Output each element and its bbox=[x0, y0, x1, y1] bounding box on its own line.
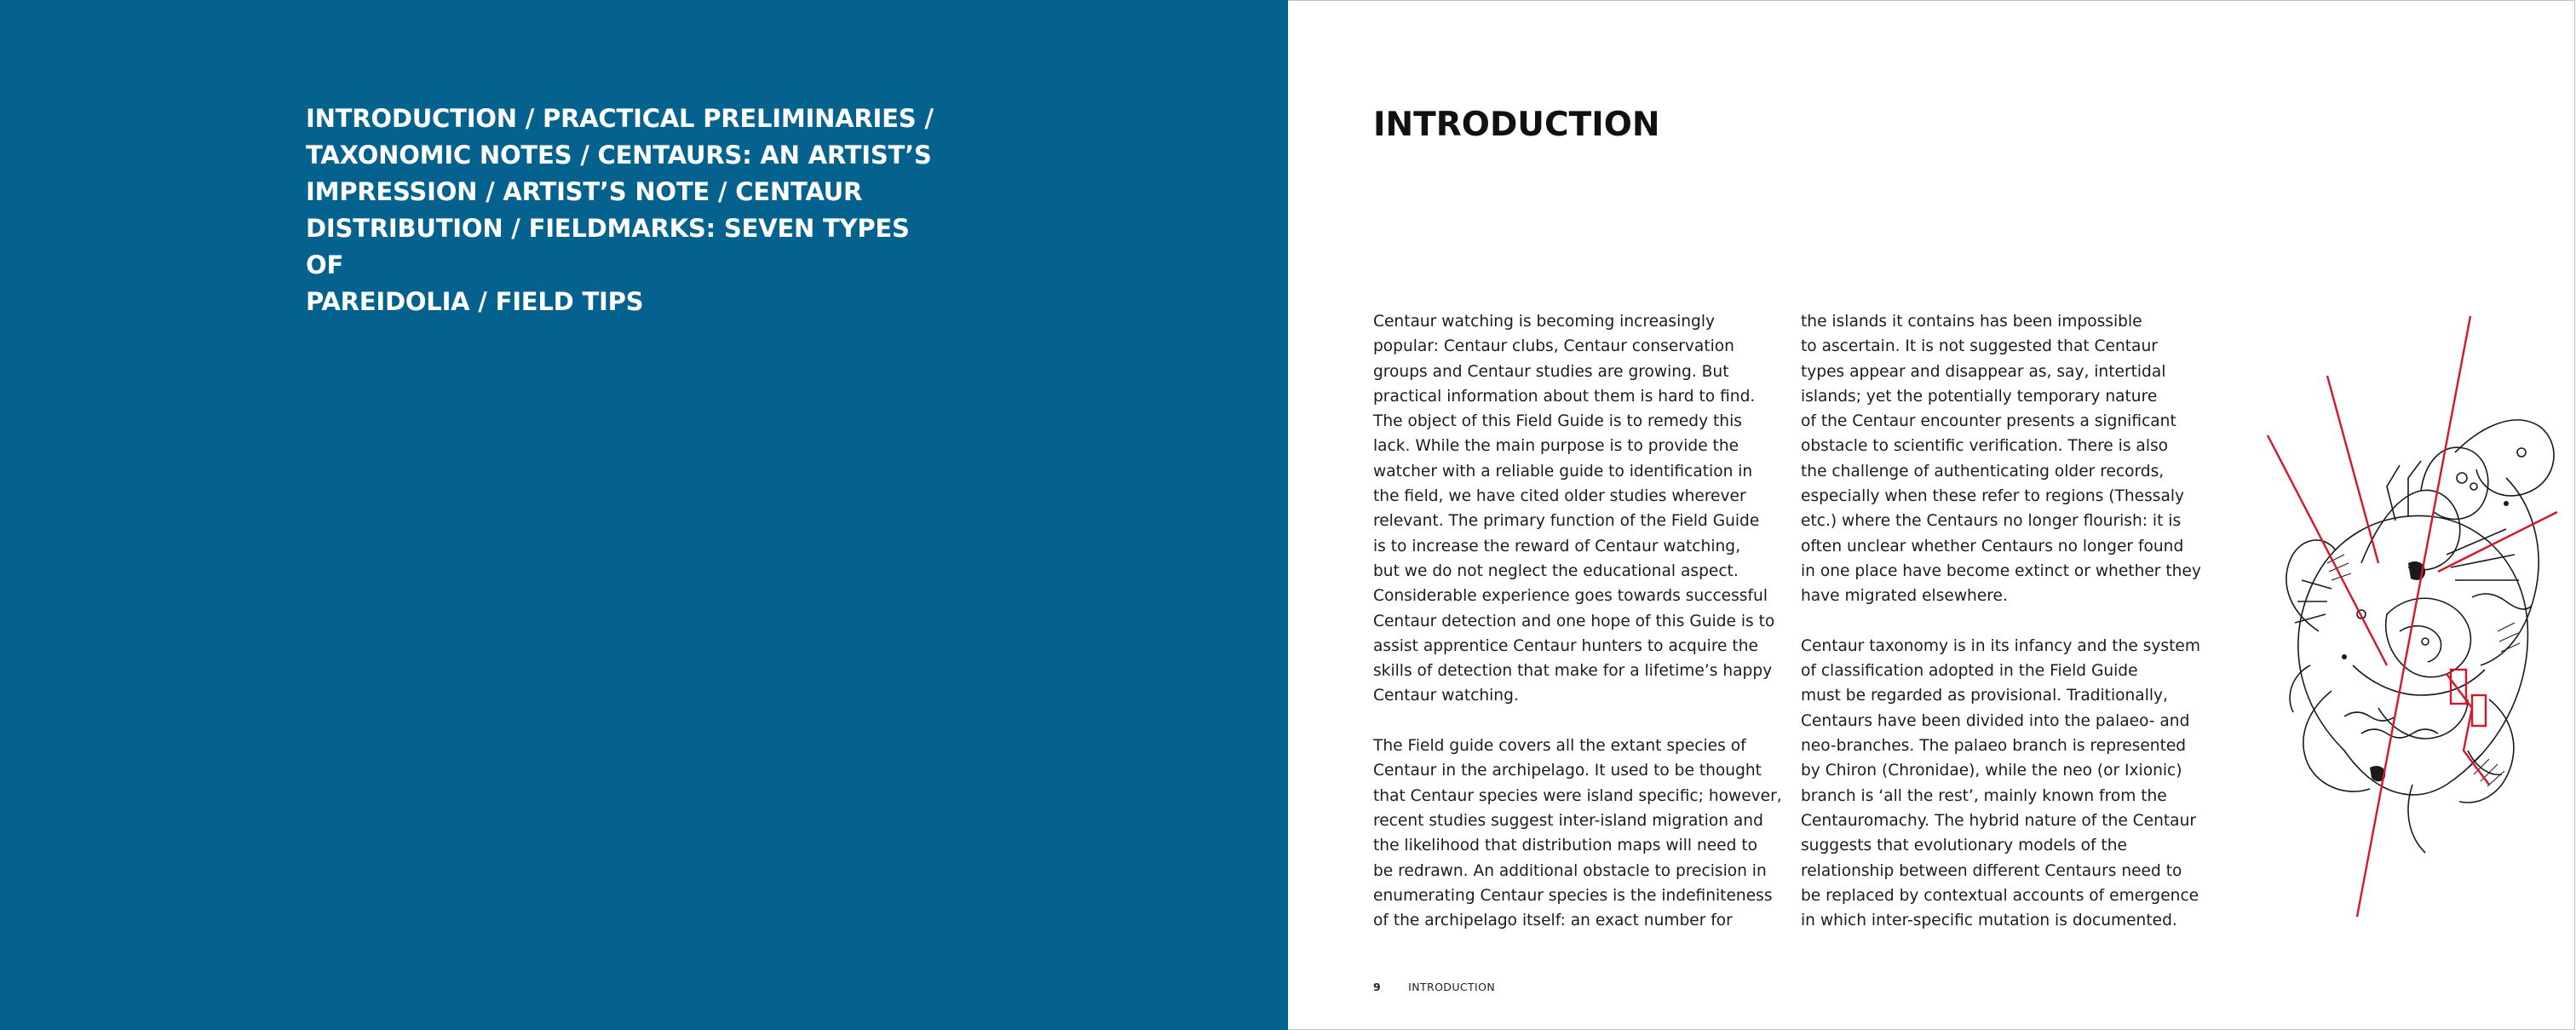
text-column-two bbox=[1801, 309, 2210, 958]
page-title: INTRODUCTION bbox=[1373, 106, 1660, 144]
page-number: 9 bbox=[1373, 981, 1382, 993]
page-footer bbox=[1373, 981, 1495, 993]
body-paragraph: The Field guide covers all the extant species of Centaur in the archipelago. It used to be thought that Centaur species were island specific; however, recent studies suggest inter-island migration and the likelihood that distribution maps will need to be redrawn. An additional obstacle to precision in enumerating Centaur species is the indefiniteness of the archipelago itself: an exact number for bbox=[1373, 737, 1782, 930]
illustration-hatching bbox=[2327, 555, 2520, 786]
section-contents-list bbox=[306, 101, 953, 320]
illustration-red-lines bbox=[2268, 316, 2557, 917]
illustration-ink-lines bbox=[2286, 420, 2554, 853]
contents-line: INTRODUCTION / PRACTICAL PRELIMINARIES / bbox=[306, 104, 934, 133]
body-paragraph: Centaur watching is becoming increasingly popular: Centaur clubs, Centaur conservation groups and Centaur studies are growing. But practical information about them is hard to find. The object of this Field Guide is to remedy this lack. While the main purpose is to provide the watcher with a reliable guide to identification in the field, we have cited older studies wherever relevant. The primary function of the Field Guide is to increase the reward of Centaur watching, but we do not neglect the educational aspect. Considerable experience goes towards successful Centaur detection and one hope of this Guide is to assist apprentice Centaur hunters to acquire the skills of detection that make for a lifetime’s happy Centaur watching. bbox=[1373, 313, 1775, 705]
right-page bbox=[1288, 0, 2575, 1030]
contents-line: PAREIDOLIA / FIELD TIPS bbox=[306, 287, 644, 316]
centaur-illustration bbox=[2251, 308, 2566, 921]
contents-line: IMPRESSION / ARTIST’S NOTE / CENTAUR bbox=[306, 177, 863, 206]
text-column-one bbox=[1373, 309, 1782, 958]
body-paragraph: Centaur taxonomy is in its infancy and the system of classification adopted in the Field Guide must be regarded as provisional. Traditionally, Centaurs have been divided into the palaeo- and neo-branches. The palaeo branch is represented by Chiron (Chronidae), while the neo (or Ixionic) branch is ‘all the rest’, mainly known from the Centauromachy. The hybrid nature of the Centaur suggests that evolutionary models of the relationship between different Centaurs need to be replaced by contextual accounts of emergence in which inter-specific mutation is documented. bbox=[1801, 636, 2200, 930]
contents-line: TAXONOMIC NOTES / CENTAURS: AN ARTIST’S bbox=[306, 141, 932, 170]
body-paragraph: the islands it contains has been impossible to ascertain. It is not suggested that Centaur types appear and disappear as, say, intertidal islands; yet the potentially temporary nature of the Centaur encounter presents a significant obstacle to scientific verification. There is also the challenge of authenticating older records, especially when these refer to regions (Thessaly etc.) where the Centaurs no longer flourish: it is often unclear whether Centaurs no longer found in one place have become extinct or whether they have migrated elsewhere. bbox=[1801, 313, 2201, 606]
running-head: INTRODUCTION bbox=[1408, 981, 1496, 993]
contents-line: DISTRIBUTION / FIELDMARKS: SEVEN TYPES OF bbox=[306, 214, 910, 279]
illustration-fills bbox=[2342, 501, 2509, 781]
